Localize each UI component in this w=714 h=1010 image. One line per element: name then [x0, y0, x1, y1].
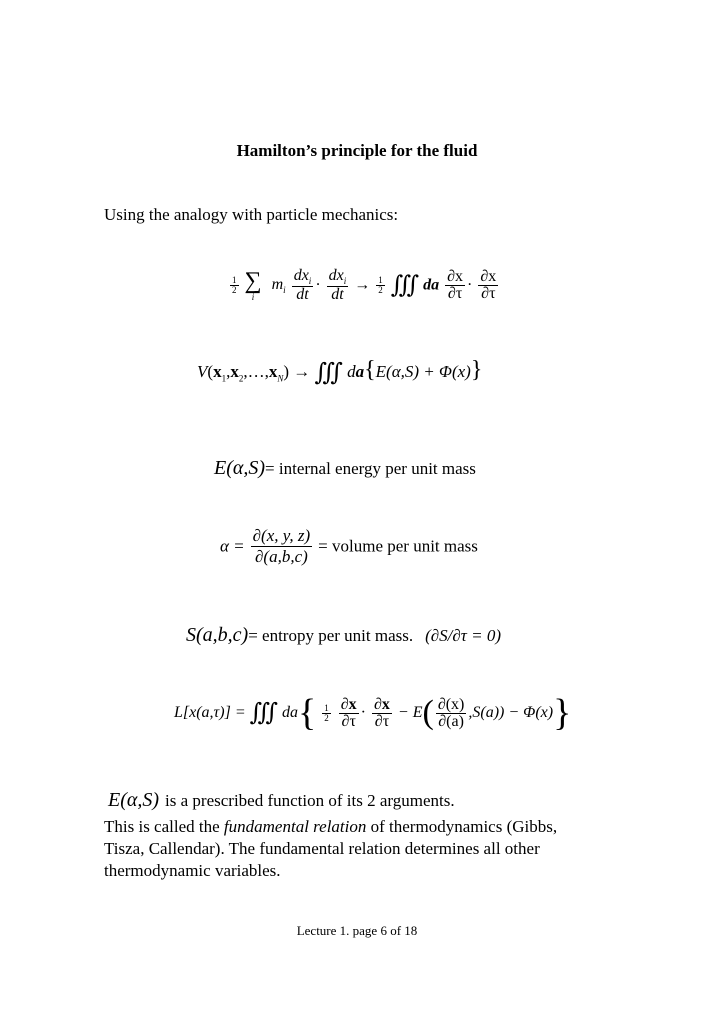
definition-energy [214, 457, 476, 480]
lagrangian-lhs: L[x(a,τ)] = [174, 704, 246, 721]
sum-symbol: ∑ i [244, 268, 262, 303]
mass-term: $m_i$ [271, 276, 286, 296]
partial-fraction-2: $\frac{\partial x}{\partial\tau}$ [480, 268, 497, 303]
half-fraction-3: $\frac{1}{2}$ [324, 702, 329, 723]
dot-operator: · [315, 276, 321, 294]
energy-text: = internal energy per unit mass [265, 459, 476, 478]
da-element: da [423, 276, 440, 294]
velocity-fraction-1: $\frac{dx_i}{dt}$ [293, 267, 312, 304]
entropy-text: = entropy per unit mass. [248, 626, 414, 645]
alpha-text: = volume per unit mass [318, 536, 478, 556]
jacobian-fraction: $\frac{\partial(x, y, z)}{\partial(a,b,c)}$ [252, 526, 311, 566]
partial-fraction-1: $\frac{\partial x}{\partial\tau}$ [447, 268, 464, 303]
triple-integral: ∭ [390, 272, 420, 299]
energy-symbol: E(α,S) [214, 457, 266, 479]
potential-lhs: V [197, 362, 208, 381]
equation-kinetic [228, 268, 500, 303]
page-footer: Lecture 1. page 6 of 18 [296, 923, 418, 938]
velocity-fraction-2: $\frac{dx_i}{dt}$ [328, 267, 347, 304]
alpha-symbol: α = [220, 536, 245, 556]
equation-potential: $V(x_1,x_2,\dots,x_N)$ → ∭ da{E(α,S) + Φ(x)} [197, 357, 483, 387]
triple-integral-2: ∭ [314, 360, 343, 387]
triple-integral-3: ∭ [249, 700, 279, 726]
jacobian-fraction-2: $\frac{\partial(x)}{\partial(a)}$ [437, 695, 465, 730]
paragraph-line-4: thermodynamic variables. [104, 861, 281, 880]
definition-entropy [186, 624, 501, 647]
arrow-2: → [293, 362, 311, 381]
entropy-symbol: S(a,b,c) [186, 624, 249, 646]
paragraph-symbol: E(α,S) [108, 789, 160, 811]
paragraph-line-2: This is called the fundamental relation of thermodynamics (Gibbs, [104, 817, 558, 836]
dot-operator-2: · [467, 276, 473, 294]
definition-alpha [220, 526, 478, 567]
half-fraction-2: $\frac{1}{2}$ [378, 275, 383, 296]
paragraph-text-1: is a prescribed function of its 2 arguments. [165, 791, 455, 810]
emphasis-fundamental-relation: fundamental relation [223, 817, 367, 836]
arrow: → [354, 276, 371, 294]
paragraph-line-1 [104, 789, 455, 812]
potential-rhs: E(α,S) + Φ(x) [375, 362, 471, 381]
minus-energy: − E [397, 704, 423, 721]
half-fraction: $\frac{1}{2}$ [232, 275, 237, 296]
equation-lagrangian: L[x(a,τ)] = ∭ da{ $\frac{1}{2}$ $\frac{\partial x}{\partial\tau}$ · $\frac{\partial x}{\partial\tau}$ − E( $\frac{\partial(x)}{\partial(a)}$ ,S(a)) − Φ(x)} [174, 692, 572, 734]
lagrangian-tail: ,S(a)) − Φ(x) [468, 704, 554, 721]
partial-fraction-4: $\frac{\partial x}{\partial\tau}$ [374, 695, 390, 730]
entropy-condition: (∂S/∂τ = 0) [425, 626, 502, 645]
paragraph-line-3: Tisza, Callendar). The fundamental relation determines all other [104, 839, 540, 858]
da-element-2: da [347, 362, 365, 381]
page-title: Hamilton’s principle for the fluid [236, 141, 478, 160]
intro-text: Using the analogy with particle mechanics: [104, 205, 399, 224]
partial-fraction-3: $\frac{\partial x}{\partial\tau}$ [340, 695, 357, 730]
da-element-3: da [282, 704, 299, 721]
